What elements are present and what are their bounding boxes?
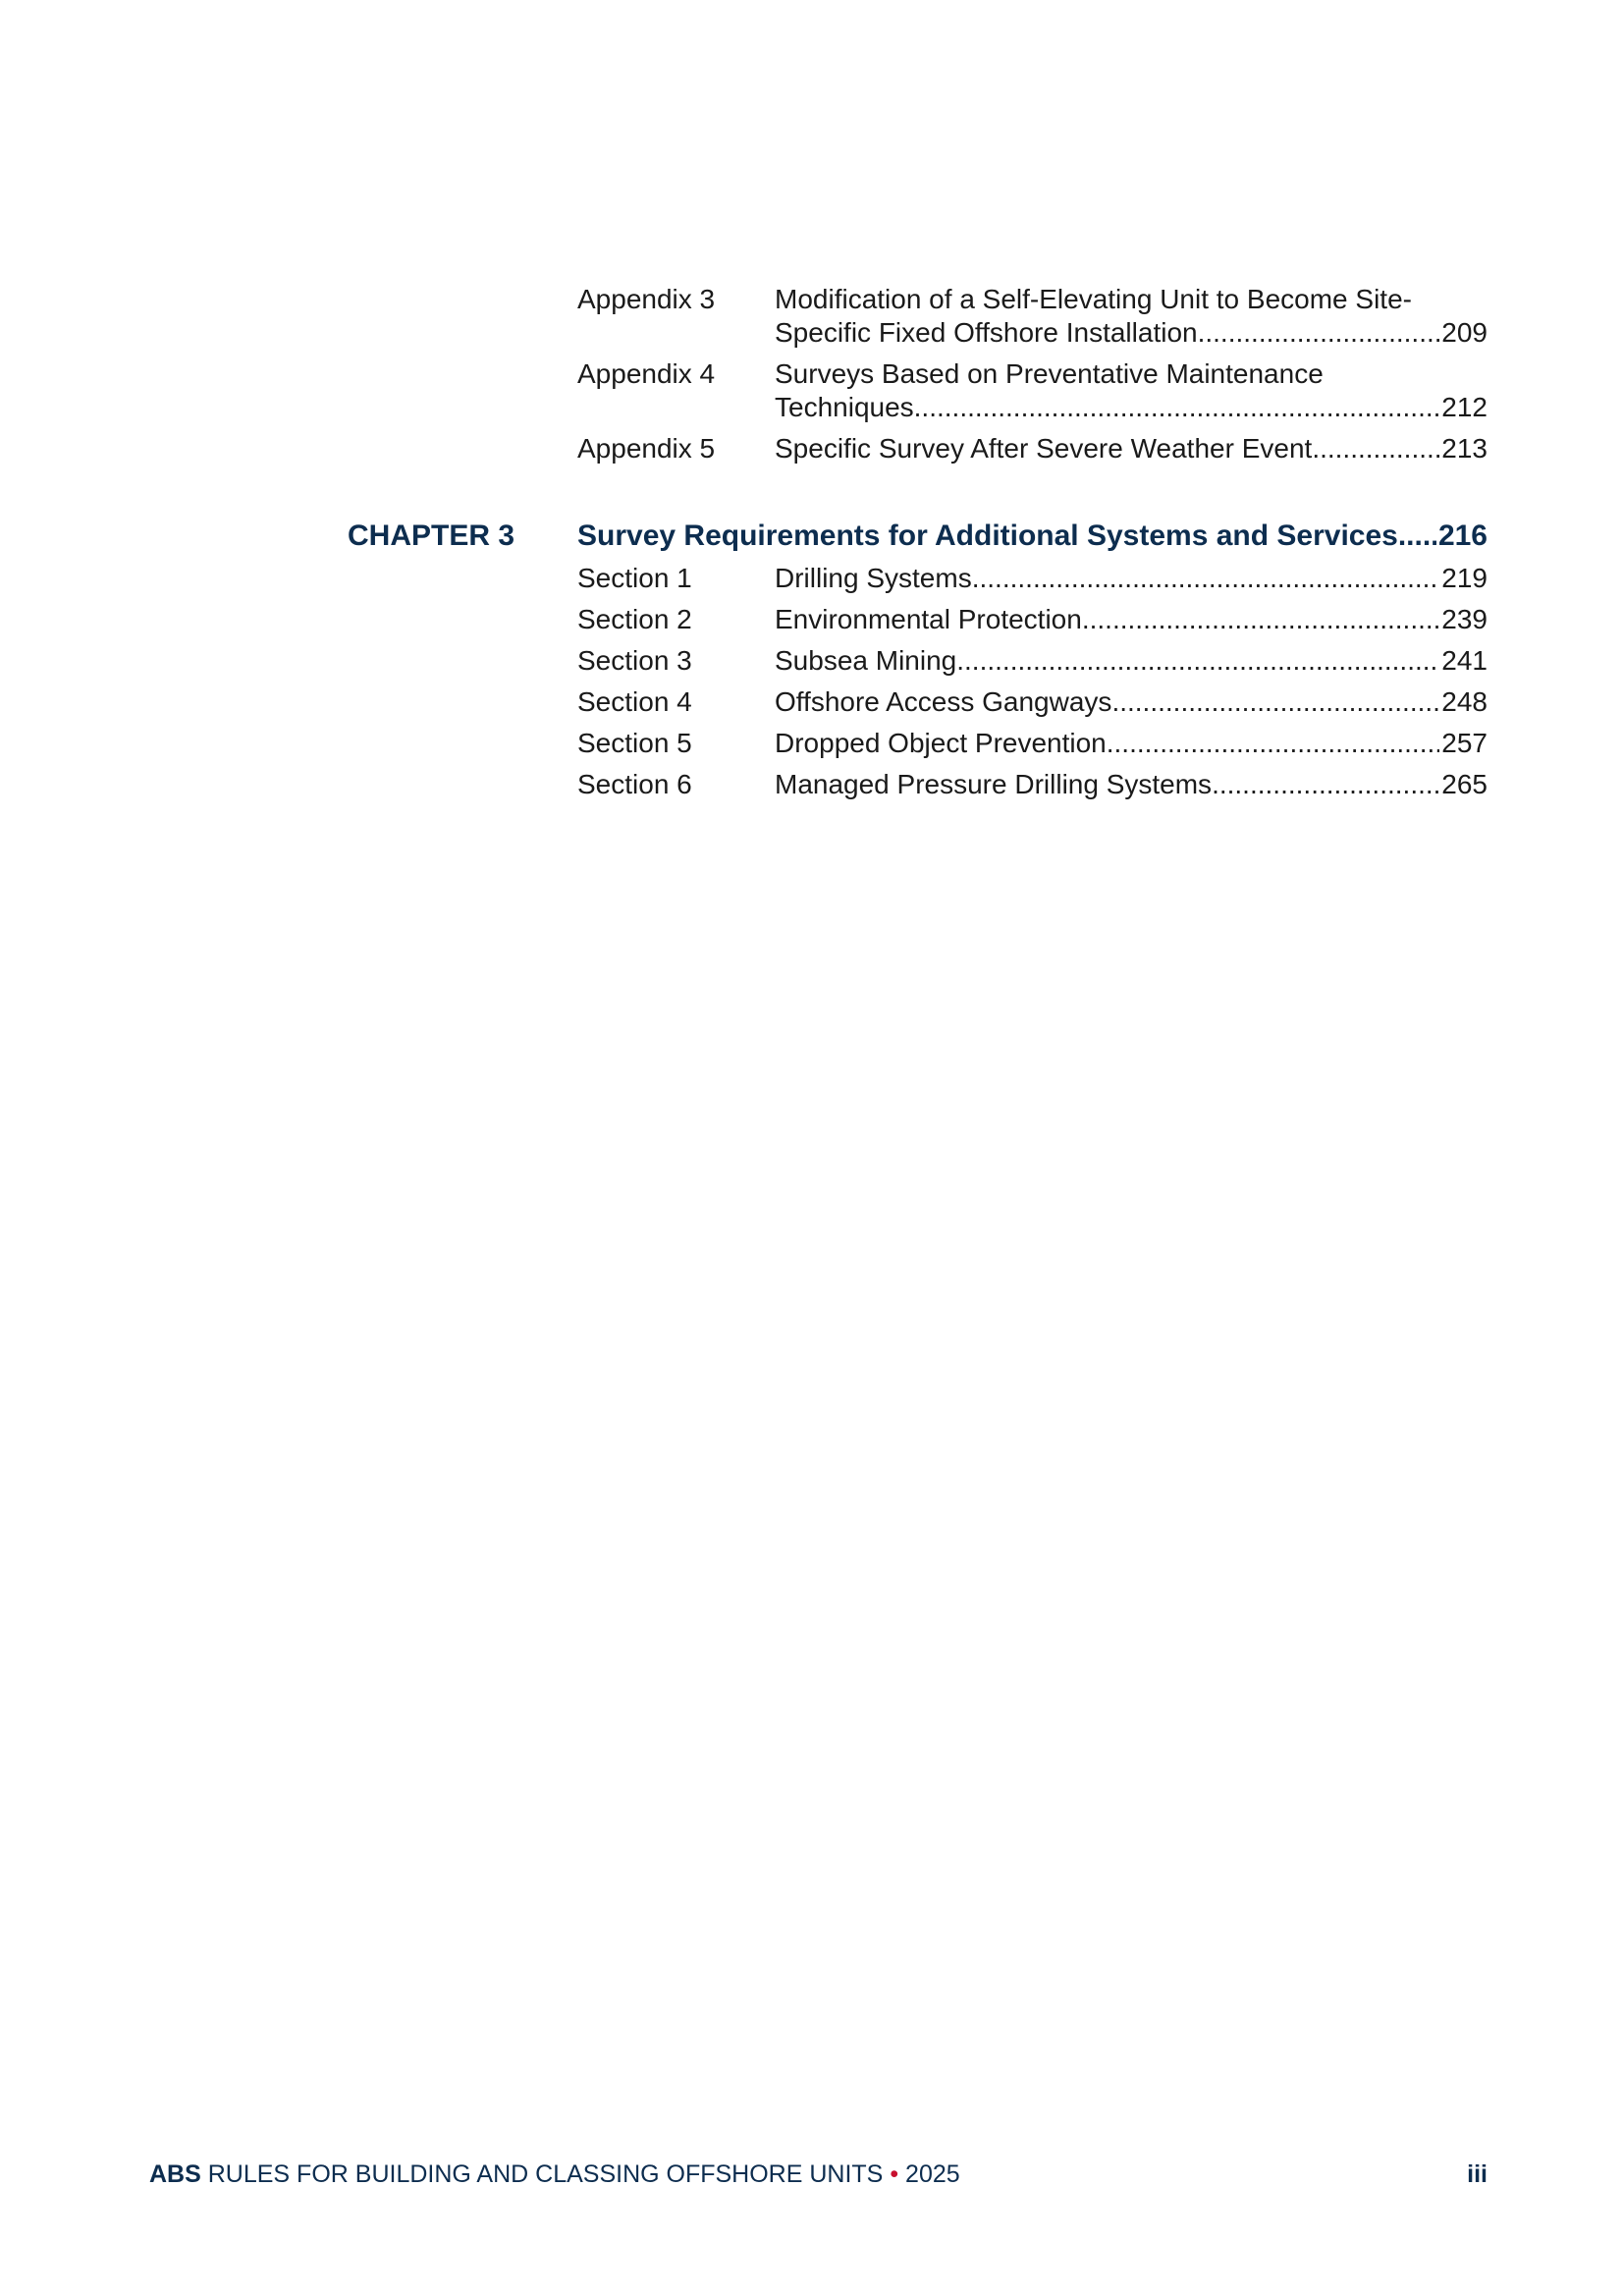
footer-title: RULES FOR BUILDING AND CLASSING OFFSHORE UNITS [207,2160,884,2188]
dot-leader [1111,685,1439,719]
entry-label: Appendix 4 [577,358,716,389]
entry-label: Section 2 [577,604,692,634]
footer-bullet: • [890,2160,899,2188]
dot-leader [1398,519,1436,554]
entry-title: Drilling Systems [775,563,972,593]
footer-brand: ABS [149,2160,201,2188]
entry-page-number: 248 [1441,686,1488,717]
entry-title-line2: Techniques [775,392,914,422]
entry-page-number: 213 [1441,433,1488,464]
dot-leader [1198,316,1440,350]
entry-label: Section 6 [577,769,692,799]
dot-leader [1212,768,1439,801]
dot-leader [972,562,1440,595]
dot-leader [956,644,1439,678]
footer-document-title [149,2158,960,2191]
dot-leader [914,391,1440,424]
entry-page-number: 241 [1441,645,1488,676]
entry-title-line1: Modification of a Self-Elevating Unit to Become Site- [775,284,1412,314]
entry-label: Section 4 [577,686,692,717]
entry-title: Specific Survey After Severe Weather Event [775,433,1313,464]
entry-label: Appendix 5 [577,433,716,464]
chapter-label: CHAPTER 3 [348,519,515,552]
entry-title: Subsea Mining [775,645,957,676]
footer-page-number: iii [1467,2160,1488,2188]
chapter-title: Survey Requirements for Additional Systems and Services [577,519,1398,552]
dot-leader [1107,727,1440,760]
entry-title-line1: Surveys Based on Preventative Maintenance [775,358,1324,389]
entry-page-number: 209 [1441,317,1488,348]
entry-title: Environmental Protection [775,604,1082,634]
entry-label: Section 1 [577,563,692,593]
entry-title: Offshore Access Gangways [775,686,1112,717]
entry-page-number: 239 [1441,604,1488,634]
entry-title-line2: Specific Fixed Offshore Installation [775,317,1198,348]
entry-page-number: 257 [1441,728,1488,758]
chapter-page-number: 216 [1437,519,1488,552]
entry-label: Section 3 [577,645,692,676]
entry-page-number: 212 [1441,392,1488,422]
dot-leader [1312,432,1439,465]
entry-page-number: 219 [1441,563,1488,593]
entry-title: Dropped Object Prevention [775,728,1107,758]
footer-year: 2025 [905,2160,960,2188]
dot-leader [1082,603,1439,636]
entry-title: Managed Pressure Drilling Systems [775,769,1213,799]
entry-label: Section 5 [577,728,692,758]
toc-entry-chapter-3[interactable] [577,519,1488,554]
entry-page-number: 265 [1441,769,1488,799]
page-footer [149,2158,1488,2191]
entry-label: Appendix 3 [577,284,716,314]
